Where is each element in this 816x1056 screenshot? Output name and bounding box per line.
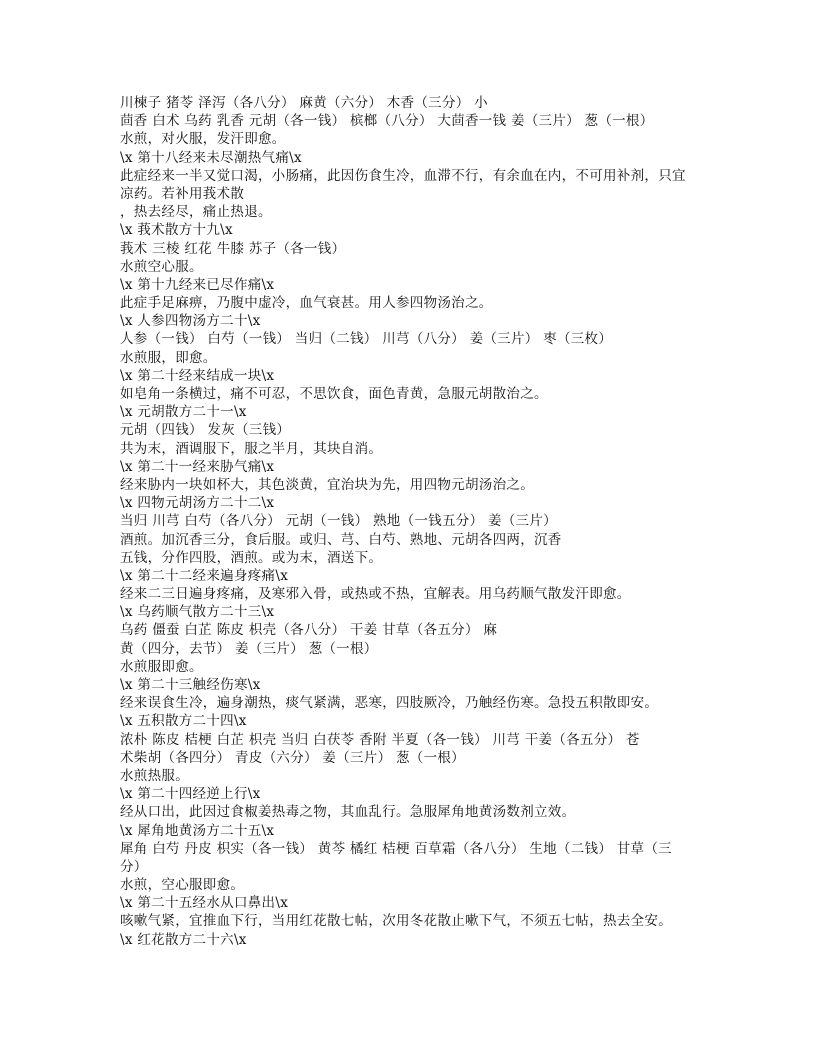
text-line: 咳嗽气紧，宜推血下行，当用红花散七帖，次用冬花散止嗽下气，不须五七帖，热去全安。 — [120, 913, 672, 930]
text-line: 共为末，酒调服下，服之半月，其块自消。 — [120, 440, 383, 457]
text-line: 凉药。若补用莪术散 — [120, 185, 245, 202]
section-heading: \x 元胡散方二十一\x — [120, 404, 247, 421]
text-line: 水煎服，即愈。 — [120, 349, 217, 366]
section-heading: \x 四物元胡汤方二十二\x — [120, 495, 275, 512]
section-heading: \x 第二十三触经伤寒\x — [120, 677, 261, 693]
text-line: 乌药 僵蚕 白芷 陈皮 枳壳（各八分） 干姜 甘草（各五分） 麻 — [120, 622, 498, 639]
text-line: 水煎服即愈。 — [120, 658, 203, 675]
section-heading: \x 第二十二经来遍身疼痛\x — [120, 567, 289, 584]
section-heading: \x 乌药顺气散方二十三\x — [120, 604, 275, 621]
text-line: 经来误食生冷，遍身潮热，痰气紧满，恶寒，四肢厥冷，乃触经伤寒。急投五积散即安。 — [120, 695, 659, 712]
section-heading: \x 第二十经来结成一块\x — [120, 367, 275, 384]
text-line: 水煎，对火服，发汗即愈。 — [120, 131, 286, 148]
section-heading: \x 红花散方二十六\x — [120, 931, 247, 948]
text-line: 水煎空心服。 — [120, 258, 203, 275]
text-line: 水煎，空心服即愈。 — [120, 877, 245, 894]
text-line: 浓朴 陈皮 桔梗 白芷 枳壳 当归 白茯苓 香附 半夏（各一钱） 川芎 干姜（各五分） 苍 — [120, 731, 640, 748]
text-line: 五钱，分作四股，酒煎。或为末，酒送下。 — [120, 549, 383, 566]
section-heading: \x 第十八经来未尽潮热气痛\x — [120, 149, 302, 166]
text-line: 元胡（四钱） 发灰（三钱） — [120, 422, 291, 439]
text-line: 莪术 三棱 红花 牛膝 苏子（各一钱） — [120, 240, 346, 257]
section-heading: \x 莪术散方十九\x — [120, 222, 233, 239]
section-heading: \x 第二十一经来胁气痛\x — [120, 458, 275, 475]
document-page — [120, 94, 720, 949]
text-line: 人参（一钱） 白芍（一钱） 当归（二钱） 川芎（八分） 姜（三片） 枣（三枚） — [120, 331, 613, 348]
text-line: 术柴胡（各四分） 青皮（六分） 姜（三片） 葱（一根） — [120, 749, 465, 766]
text-line: 分） — [120, 858, 148, 875]
section-heading: \x 犀角地黄汤方二十五\x — [120, 822, 275, 839]
section-heading: \x 第二十五经水从口鼻出\x — [120, 895, 289, 912]
text-line: 黄（四分，去节） 姜（三片） 葱（一根） — [120, 640, 378, 657]
text-line: 当归 川芎 白芍（各八分） 元胡（一钱） 熟地（一钱五分） 姜（三片） — [120, 513, 557, 530]
text-line: ，热去经尽，痛止热退。 — [120, 204, 272, 221]
section-heading: \x 第十九经来已尽作痛\x — [120, 276, 275, 293]
section-heading: \x 五积散方二十四\x — [120, 713, 247, 730]
text-line: 此症手足麻痹，乃腹中虚冷，血气衰甚。用人参四物汤治之。 — [120, 295, 493, 312]
text-line: 此症经来一半又觉口渴，小肠痛，此因伤食生冷，血滞不行，有余血在内，不可用补剂，只宜 — [120, 167, 686, 184]
section-heading: \x 人参四物汤方二十\x — [120, 313, 261, 330]
text-line: 水煎热服。 — [120, 767, 189, 784]
text-line: 经来胁内一块如杯大，其色淡黄，宜治块为先，用四物元胡汤治之。 — [120, 476, 534, 493]
text-line: 茴香 白术 乌药 乳香 元胡（各一钱） 槟榔（八分） 大茴香一钱 姜（三片） 葱（一根） — [120, 113, 654, 130]
text-line: 川楝子 猪苓 泽泻（各八分） 麻黄（六分） 木香（三分） 小 — [120, 95, 488, 111]
text-line: 经从口出，此因过食椒姜热毒之物，其血乱行。急服犀角地黄汤数剂立效。 — [120, 804, 576, 821]
text-line: 犀角 白芍 丹皮 枳实（各一钱） 黄芩 橘红 桔梗 百草霜（各八分） 生地（二钱） 甘草（三 — [120, 840, 672, 857]
text-line: 酒煎。加沉香三分，食后服。或归、芎、白芍、熟地、元胡各四两，沉香 — [120, 531, 562, 548]
text-line: 如皂角一条横过，痛不可忍，不思饮食，面色青黄，急服元胡散治之。 — [120, 386, 548, 402]
section-heading: \x 第二十四经逆上行\x — [120, 786, 261, 803]
text-line: 经来二三日遍身疼痛，及寒邪入骨，或热或不热，宜解表。用乌药顺气散发汗即愈。 — [120, 586, 631, 603]
